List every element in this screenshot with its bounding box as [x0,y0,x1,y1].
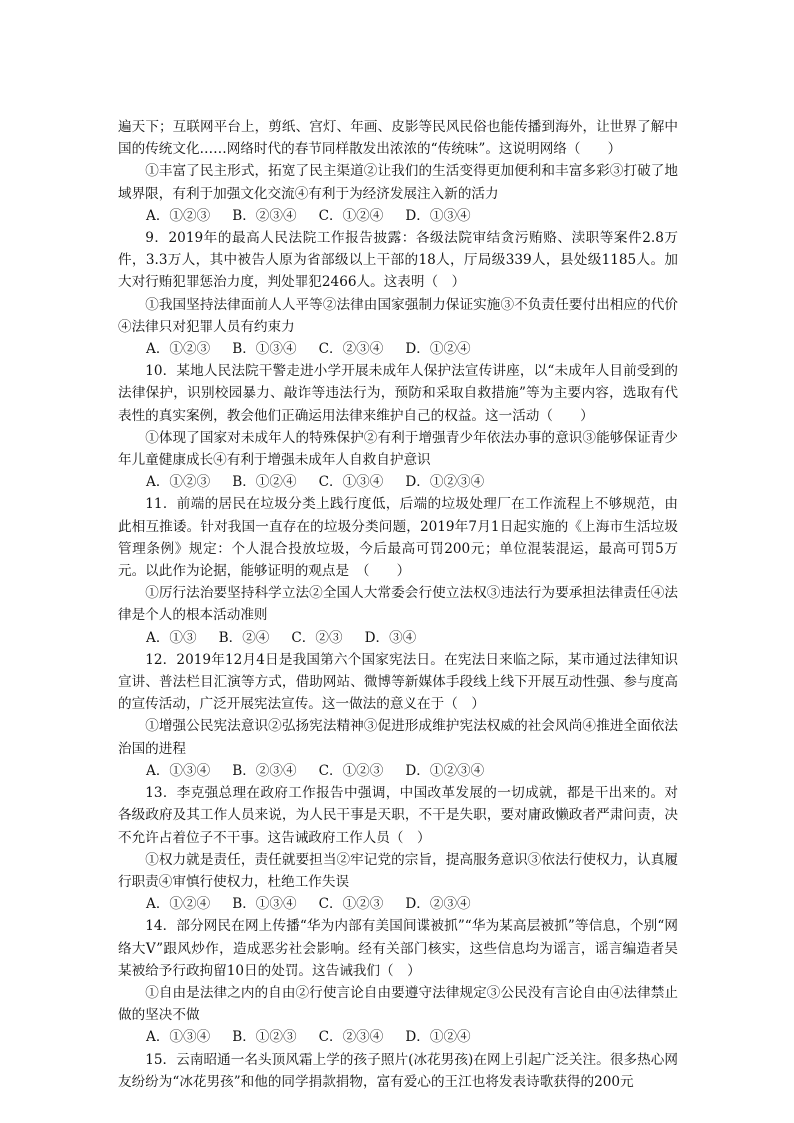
option-c: C．①③④ [318,474,384,491]
option-c: C．①②④ [318,207,384,224]
option-a: A．①③④ [146,1029,211,1046]
option-a: A．①②③ [146,207,211,224]
question-14-stem: 14．部分网民在网上传播“华为内部有美国间谍被抓”“华为某高层被抓”等信息，个别“网络大V”跟风炒作，造成恶劣社会影响。经有关部门核实，这些信息均为谣言，谣言编造者吴某被给予行政拘留10日的处罚。这告诫我们（ ） [118,918,678,979]
question-12-options [118,760,678,782]
option-a: A．①②③ [146,474,211,491]
option-a: A．①③④ [146,762,211,779]
option-b: B．①③④ [232,341,297,358]
question-10-choices: ①体现了国家对未成年人的特殊保护②有利于增强青少年依法办事的意识③能够保证青少年儿童健康成长④有利于增强未成年人自救自护意识 [118,429,678,469]
question-15-stem: 15．云南昭通一名头顶风霜上学的孩子照片(冰花男孩)在网上引起广泛关注。很多热心网友纷纷为“冰花男孩”和他的同学捐款捐物，富有爱心的王江也将发表诗歌获得的200元 [118,1051,678,1090]
question-9-choices: ①我国坚持法律面前人人平等②法律由国家强制力保证实施③不负责任要付出相应的代价④法律只对犯罪人员有约束力 [118,296,678,335]
question-10-stem: 10．某地人民法院干警走进小学开展未成年人保护法宣传讲座，以“未成年人目前受到的法律保护，识别校园暴力、敲诈等违法行为，预防和采取自救措施”等为主要内容，选取有代表性的真实案例，教会他们正确运用法律来维护自己的权益。这一活动（ ） [118,363,678,424]
option-d: D．③④ [364,629,417,646]
question-14-choices: ①自由是法律之内的自由②行使言论自由要遵守法律规定③公民没有言论自由④法律禁止做的坚决不做 [118,984,678,1024]
option-d: D．①③④ [405,207,471,224]
option-d: D．①②④ [405,341,471,358]
question-8-options [118,205,678,227]
option-d: D．①②③④ [405,762,485,779]
option-c: C．①②③ [318,896,384,913]
option-d: D．①②④ [405,1029,471,1046]
question-10-options [118,471,678,493]
question-13-stem: 13．李克强总理在政府工作报告中强调，中国改革发展的一切成就，都是干出来的。对各级政府及其工作人员来说，为人民干事是天职，不干是失职，要对庸政懒政者严肃问责，决不允许占着位子不干事。这告诫政府工作人员（ ） [118,785,678,846]
option-b: B．①②④ [232,474,297,491]
question-9-stem: 9．2019年的最高人民法院工作报告披露：各级法院审结贪污贿赂、渎职等案件2.8万件，3.3万人，其中被告人原为省部级以上干部的18人，厅局级339人，县处级1185人。加大对行贿犯罪惩治力度，判处罪犯2466人。这表明（ ） [118,230,678,291]
question-14-options [118,1026,678,1048]
option-c: C．②③④ [318,341,384,358]
option-c: C．②③ [291,629,343,646]
option-c: C．①②③ [318,762,384,779]
question-11-options [118,627,678,649]
option-d: D．①②③④ [405,474,485,491]
exam-page [118,116,678,1093]
option-b: B．②④ [218,629,270,646]
question-8-choices: ①丰富了民主形式，拓宽了民主渠道②让我们的生活变得更加便利和丰富多彩③打破了地域界限，有利于加强文化交流④有利于为经济发展注入新的活力 [118,163,678,202]
question-9-options [118,338,678,360]
option-a: A．①②④ [146,896,211,913]
question-11-choices: ①厉行法治要坚持科学立法②全国人大常委会行使立法权③违法行为要承担法律责任④法律是个人的根本活动准则 [118,585,678,624]
question-12-choices: ①增强公民宪法意识②弘扬宪法精神③促进形成维护宪法权威的社会风尚④推进全面依法治国的进程 [118,718,678,757]
option-b: B．①②③ [232,1029,297,1046]
question-8-continuation: 遍天下；互联网平台上，剪纸、宫灯、年画、皮影等民风民俗也能传播到海外，让世界了解中国的传统文化……网络时代的春节同样散发出浓浓的“传统味”。这说明网络（ ） [118,119,678,158]
question-13-options [118,893,678,915]
question-11-stem: 11．前端的居民在垃圾分类上践行度低，后端的垃圾处理厂在工作流程上不够规范，由此相互推诿。针对我国一直存在的垃圾分类问题，2019年7月1日起实施的《上海市生活垃圾管理条例》规定：个人混合投放垃圾，今后最高可罚200元；单位混装混运，最高可罚5万元。以此作为论据，能够证明的观点是 （ ） [118,496,678,580]
option-b: B．①③④ [232,896,297,913]
option-a: A．①②③ [146,341,211,358]
question-12-stem: 12．2019年12月4日是我国第六个国家宪法日。在宪法日来临之际，某市通过法律知识宣讲、普法栏目汇演等方式，借助网站、微博等新媒体手段线上线下开展互动性强、参与度高的宣传活动，广泛开展宪法宣传。这一做法的意义在于（ ） [118,651,678,713]
option-d: D．②③④ [405,896,471,913]
option-b: B．②③④ [232,207,297,224]
option-a: A．①③ [146,629,197,646]
option-b: B．②③④ [232,762,297,779]
question-13-choices: ①权力就是责任，责任就要担当②牢记党的宗旨，提高服务意识③依法行使权力，认真履行职责④审慎行使权力，杜绝工作失误 [118,851,678,890]
option-c: C．②③④ [318,1029,384,1046]
